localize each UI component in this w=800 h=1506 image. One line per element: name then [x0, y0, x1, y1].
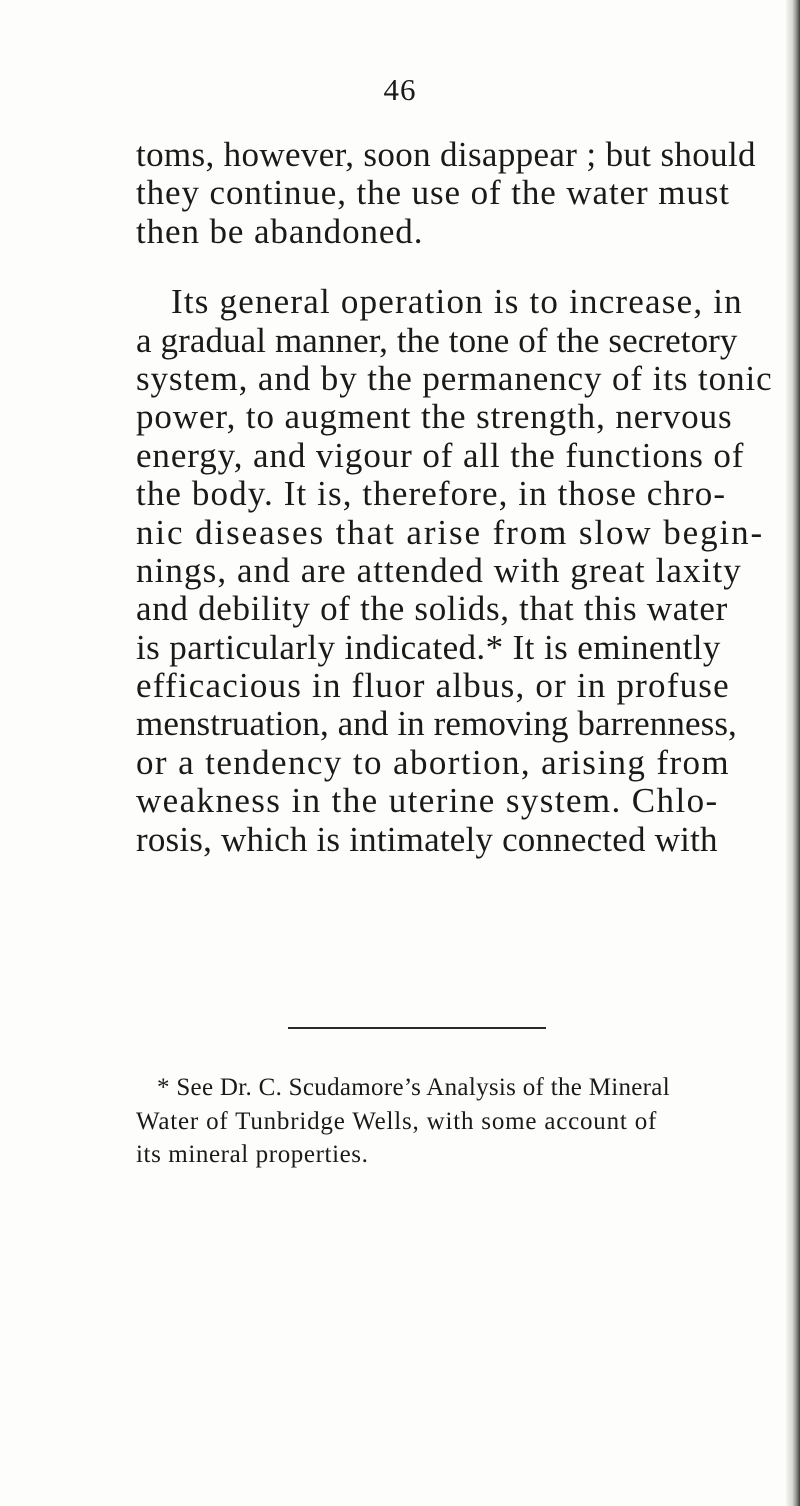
text-line: nings, and are attended with great laxity	[136, 550, 742, 590]
text-line: and debility of the solids, that this water	[136, 589, 728, 629]
text-line: toms, however, soon disappear ; but should	[136, 135, 756, 174]
text-line: a gradual manner, the tone of the secretory	[136, 320, 738, 360]
text-line: power, to augment the strength, nervous	[136, 397, 733, 437]
text-line: system, and by the permanency of its tonic	[136, 358, 773, 398]
text-line: efficacious in fluor albus, or in profuse	[136, 666, 730, 706]
text-line: menstruation, and in removing barrenness,	[136, 704, 737, 744]
text-line: then be abandoned.	[136, 211, 424, 251]
text-line: or a tendency to abortion, arising from	[136, 742, 731, 782]
text-line: the body. It is, therefore, in those chro-	[136, 474, 727, 514]
page-edge-shadow	[786, 0, 800, 1506]
footnote-line: * See Dr. C. Scudamore’s Analysis of the Mineral	[157, 1074, 670, 1101]
body-text	[136, 136, 786, 859]
text-line: energy, and vigour of all the functions of	[136, 435, 745, 475]
page-number: 46	[383, 72, 417, 107]
text-line: they continue, the use of the water must	[136, 173, 730, 213]
footnote	[136, 1071, 786, 1172]
footnote-line: Water of Tunbridge Wells, with some account of	[136, 1107, 658, 1135]
paragraph	[136, 136, 786, 251]
text-line: Its general operation is to increase, in	[171, 282, 743, 322]
text-line: is particularly indicated.* It is eminently	[136, 627, 721, 667]
footnote-line: its mineral properties.	[136, 1141, 369, 1168]
text-line: weakness in the uterine system. Chlo-	[136, 781, 719, 821]
paragraph-gap	[136, 251, 786, 283]
footnote-divider	[288, 1027, 546, 1029]
text-line: nic diseases that arise from slow begin-	[136, 512, 765, 552]
text-line: rosis, which is intimately connected with	[136, 819, 718, 859]
paragraph	[136, 283, 786, 859]
